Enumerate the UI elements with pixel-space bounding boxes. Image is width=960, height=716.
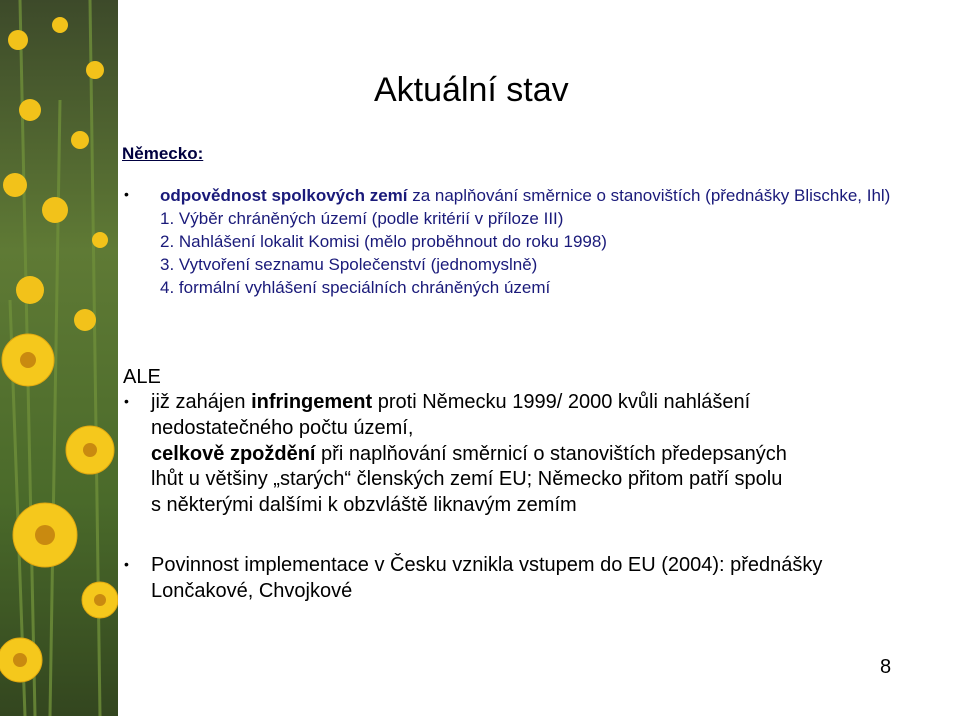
implementation-line-1: Povinnost implementace v Česku vznikla vstupem do EU (2004): přednášky bbox=[151, 554, 823, 576]
step-item-3: 3. Vytvoření seznamu Společenství (jednomyslně) bbox=[160, 255, 538, 274]
infringement-bold: infringement bbox=[251, 391, 373, 413]
responsibility-bold: odpovědnost spolkových zemí bbox=[160, 186, 408, 205]
slide-title: Aktuální stav bbox=[374, 71, 569, 109]
delay-bold: celkově zpoždění bbox=[151, 443, 316, 465]
delay-line-3 bbox=[151, 441, 787, 467]
delay-post: při naplňování směrnicí o stanovištích předepsaných bbox=[315, 443, 787, 465]
infringement-post: proti Německu 1999/ 2000 kvůli nahlášení bbox=[372, 391, 751, 413]
bullet-dot: • bbox=[124, 393, 129, 409]
step-item-1: 1. Výběr chráněných území (podle kritérií v příloze III) bbox=[160, 209, 564, 228]
step-item-2: 2. Nahlášení lokalit Komisi (mělo proběhnout do roku 1998) bbox=[160, 232, 607, 251]
arnica-flowers-photo bbox=[0, 0, 118, 716]
implementation-line-2: Lončakové, Chvojkové bbox=[151, 580, 353, 602]
bullet-dot: • bbox=[124, 186, 129, 202]
responsibility-rest: za naplňování směrnice o stanovištích (přednášky Blischke, Ihl) bbox=[407, 186, 891, 205]
infringement-line-1 bbox=[151, 389, 750, 415]
country-heading: Německo: bbox=[122, 144, 204, 163]
infringement-pre: již zahájen bbox=[151, 391, 252, 413]
page-number: 8 bbox=[880, 656, 892, 678]
delay-line-4: lhůt u většiny „starých“ členských zemí EU; Německo přitom patří spolu bbox=[151, 468, 783, 490]
step-item-4: 4. formální vyhlášení speciálních chráněných území bbox=[160, 278, 551, 297]
infringement-line-2: nedostatečného počtu území, bbox=[151, 417, 414, 439]
ale-label: ALE bbox=[123, 366, 161, 388]
delay-line-5: s některými dalšími k obzvláště liknavým zemím bbox=[151, 494, 577, 516]
bullet-dot: • bbox=[124, 556, 129, 572]
